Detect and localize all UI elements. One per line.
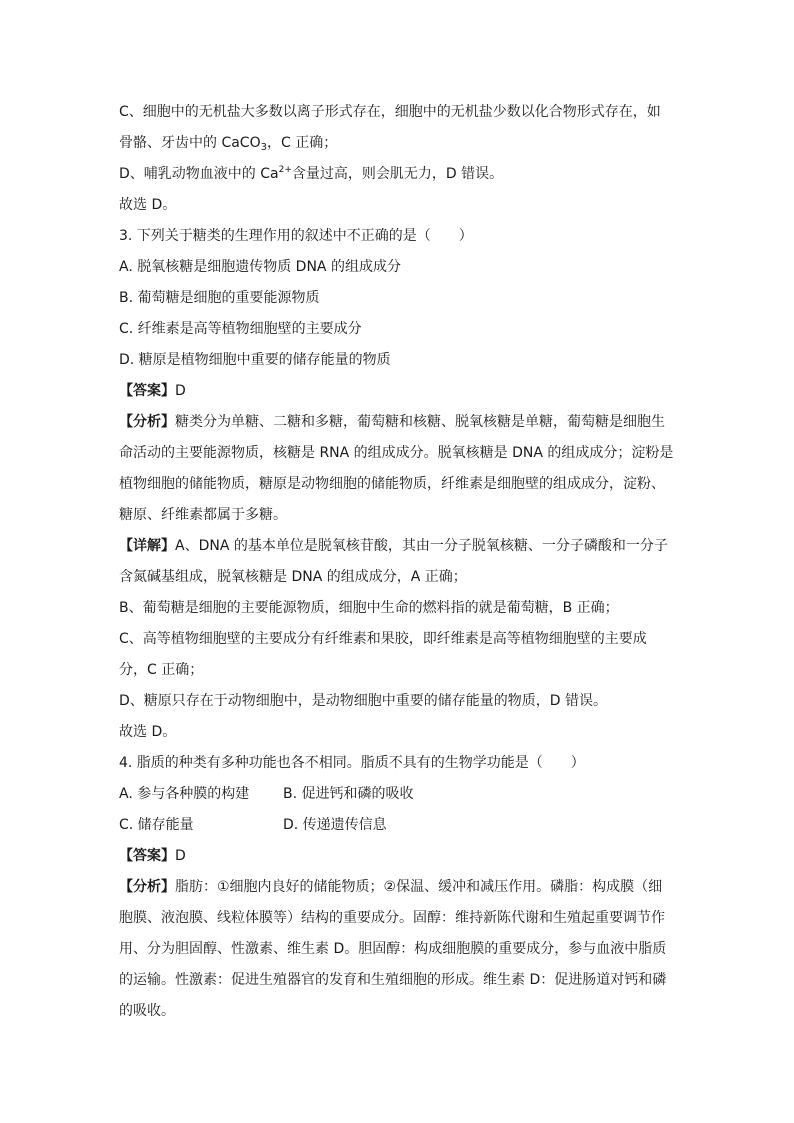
q4-option-d: D. 传递遗传信息 <box>283 817 387 833</box>
q3-detail-line-4: C、高等植物细胞壁的主要成分有纤维素和果胶，即纤维素是高等植物细胞壁的主要成 <box>119 631 647 647</box>
q3-detail-line-1: 【详解】A、DNA 的基本单位是脱氧核苷酸，其由一分子脱氧核糖、一分子磷酸和一分子 <box>119 538 668 554</box>
q4-answer <box>119 846 186 866</box>
analysis-label: 【分析】 <box>119 879 175 895</box>
answer-label: 【答案】 <box>119 383 175 399</box>
q3-analysis-line-2: 命活动的主要能源物质，核糖是 RNA 的组成成分。脱氧核糖是 DNA 的组成成分；淀粉是 <box>119 445 674 461</box>
q3-analysis-line-3: 植物细胞的储能物质，糖原是动物细胞的储能物质，纤维素是细胞壁的组成成分，淀粉、 <box>119 476 665 492</box>
q3-detail-line-5: 分，C 正确； <box>119 662 204 678</box>
answer-label: 【答案】 <box>119 848 175 864</box>
q3-detail-line-2: 含氮碱基组成，脱氧核糖是 DNA 的组成成分，A 正确； <box>119 569 467 585</box>
q4-analysis-line-3: 用、分为胆固醇、性激素、维生素 D。胆固醇：构成细胞膜的重要成分，参与血液中脂质 <box>119 941 667 957</box>
q3-option-d: D. 糖原是植物细胞中重要的储存能量的物质 <box>119 352 391 368</box>
q2-option-d-explanation: D、哺乳动物血液中的 $Ca^{2+}$含量过高，则会肌无力，D 错误。 <box>119 165 504 182</box>
q3-analysis-line-1: 【分析】糖类分为单糖、二糖和多糖，葡萄糖和核糖、脱氧核糖是单糖，葡萄糖是细胞生 <box>119 414 665 430</box>
q3-detail-line-3: B、葡萄糖是细胞的主要能源物质，细胞中生命的燃料指的就是葡萄糖，B 正确； <box>119 600 619 616</box>
q4-option-b: B. 促进钙和磷的吸收 <box>283 786 414 802</box>
q3-analysis-line-4: 糖原、纤维素都属于多糖。 <box>119 507 287 523</box>
q4-analysis-line-1: 【分析】脂肪：①细胞内良好的储能物质；②保温、缓冲和减压作用。磷脂：构成膜（细 <box>119 879 663 895</box>
q2-conclusion: 故选 D。 <box>119 197 177 213</box>
q3-detail-line-6: D、糖原只存在于动物细胞中，是动物细胞中重要的储存能量的物质，D 错误。 <box>119 693 608 709</box>
q4-option-c: C. 储存能量 <box>119 817 194 833</box>
q4-analysis-line-2: 胞膜、液泡膜、线粒体膜等）结构的重要成分。固醇：维持新陈代谢和生殖起重要调节作 <box>119 910 665 926</box>
q3-answer <box>119 381 186 401</box>
q4-analysis-line-5: 的吸收。 <box>119 1003 175 1019</box>
q4-analysis-line-4: 的运输。性激素：促进生殖器官的发育和生殖细胞的形成。维生素 D：促进肠道对钙和磷 <box>119 972 667 988</box>
analysis-label: 【分析】 <box>119 414 175 430</box>
q3-option-b: B. 葡萄糖是细胞的重要能源物质 <box>119 290 320 306</box>
answer-value: D <box>175 383 186 399</box>
q3-option-c: C. 纤维素是高等植物细胞壁的主要成分 <box>119 321 362 337</box>
answer-value: D <box>175 848 186 864</box>
q3-conclusion: 故选 D。 <box>119 724 177 740</box>
q4-option-a: A. 参与各种膜的构建 <box>119 786 250 802</box>
q4-stem: 4. 脂质的种类有多种功能也各不相同。脂质不具有的生物学功能是（ ） <box>119 755 585 771</box>
q3-option-a: A. 脱氧核糖是细胞遗传物质 DNA 的组成成分 <box>119 259 401 275</box>
q2-option-c-explanation-line-1: C、细胞中的无机盐大多数以离子形式存在，细胞中的无机盐少数以化合物形式存在，如 <box>119 104 661 120</box>
q3-stem: 3. 下列关于糖类的生理作用的叙述中不正确的是（ ） <box>119 228 473 244</box>
q2-option-c-explanation-line-2: 骨骼、牙齿中的 CaCO$_3$，C 正确； <box>119 135 338 153</box>
detail-label: 【详解】 <box>119 538 175 554</box>
